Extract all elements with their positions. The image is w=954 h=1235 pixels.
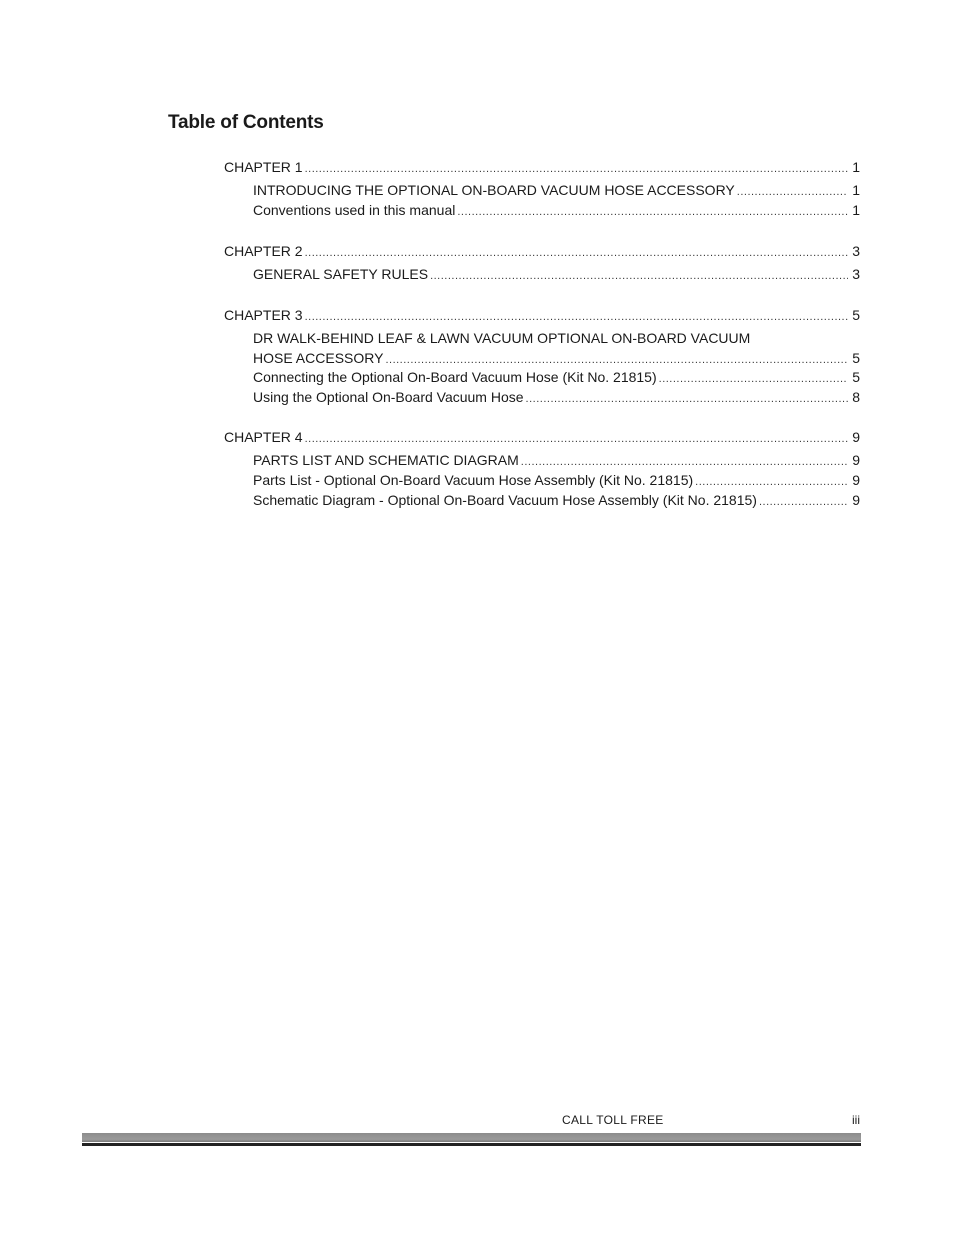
footer-rule <box>82 1133 861 1142</box>
toc-entry-title: PARTS LIST AND SCHEMATIC DIAGRAM <box>253 452 519 468</box>
toc-entry-page: 9 <box>852 429 860 445</box>
table-of-contents <box>224 156 860 529</box>
toc-entry-page: 9 <box>852 491 860 508</box>
toc-entry-page: 5 <box>852 306 860 323</box>
footer-rule-dark <box>82 1143 861 1146</box>
toc-entry-page: 9 <box>852 472 860 488</box>
toc-entry[interactable] <box>224 369 860 389</box>
toc-entry-page: 5 <box>852 369 860 385</box>
dot-leader <box>305 306 849 329</box>
toc-entry-title: CHAPTER 2 <box>224 242 303 259</box>
toc-entry[interactable] <box>224 263 860 286</box>
dot-leader <box>759 494 848 512</box>
toc-entry-title: GENERAL SAFETY RULES <box>253 265 429 282</box>
toc-entry-title: CHAPTER 3 <box>224 306 303 323</box>
toc-chapter-2 <box>224 240 860 286</box>
toc-entry-title: Conventions used in this manual <box>253 202 456 218</box>
dot-leader <box>385 352 848 370</box>
page-title: Table of Contents <box>168 112 324 133</box>
toc-chapter-4 <box>224 426 860 511</box>
dot-leader <box>430 265 848 288</box>
toc-entry[interactable] <box>224 389 860 409</box>
dot-leader <box>305 158 849 181</box>
dot-leader <box>305 242 849 265</box>
toc-entry[interactable] <box>224 426 860 449</box>
toc-entry[interactable] <box>224 449 860 472</box>
toc-entry-page: 1 <box>852 202 860 218</box>
toc-chapter-3 <box>224 304 860 409</box>
toc-entry-page: 5 <box>852 349 860 366</box>
toc-entry[interactable] <box>224 240 860 263</box>
toc-entry[interactable] <box>224 472 860 492</box>
footer-page-number: iii <box>852 1113 860 1127</box>
toc-entry-title: Parts List - Optional On-Board Vacuum Hose Assembly (Kit No. 21815) <box>253 472 694 488</box>
toc-entry[interactable] <box>224 304 860 327</box>
dot-leader <box>457 204 848 222</box>
toc-entry-title-line1: DR WALK-BEHIND LEAF & LAWN VACUUM OPTIONAL ON-BOARD VACUUM <box>253 329 751 346</box>
dot-leader <box>737 181 848 204</box>
dot-leader <box>305 428 849 451</box>
toc-entry-title: Using the Optional On-Board Vacuum Hose <box>253 388 524 405</box>
toc-entry-page: 1 <box>852 182 860 198</box>
toc-entry[interactable] <box>224 156 860 179</box>
toc-entry-title: CHAPTER 4 <box>224 429 303 445</box>
toc-entry-title: Connecting the Optional On-Board Vacuum Hose (Kit No. 21815) <box>253 369 657 385</box>
toc-entry-title: INTRODUCING THE OPTIONAL ON-BOARD VACUUM HOSE ACCESSORY <box>253 182 735 198</box>
toc-entry[interactable] <box>224 179 860 202</box>
toc-chapter-1 <box>224 156 860 222</box>
toc-entry-title: Schematic Diagram - Optional On-Board Vacuum Hose Assembly (Kit No. 21815) <box>253 491 757 508</box>
toc-entry-page: 3 <box>852 242 860 259</box>
toc-entry[interactable] <box>224 350 860 370</box>
toc-entry-title: CHAPTER 1 <box>224 159 303 175</box>
footer-text: CALL TOLL FREE <box>562 1113 664 1127</box>
toc-entry-title: HOSE ACCESSORY <box>253 349 384 366</box>
toc-entry-page: 1 <box>852 159 860 175</box>
toc-entry[interactable] <box>224 202 860 222</box>
dot-leader <box>521 451 848 474</box>
toc-entry[interactable] <box>224 492 860 512</box>
dot-leader <box>526 391 849 409</box>
dot-leader <box>695 474 848 492</box>
toc-entry-page: 8 <box>852 388 860 405</box>
toc-entry-page: 3 <box>852 265 860 282</box>
toc-entry-page: 9 <box>852 452 860 468</box>
dot-leader <box>659 371 849 389</box>
